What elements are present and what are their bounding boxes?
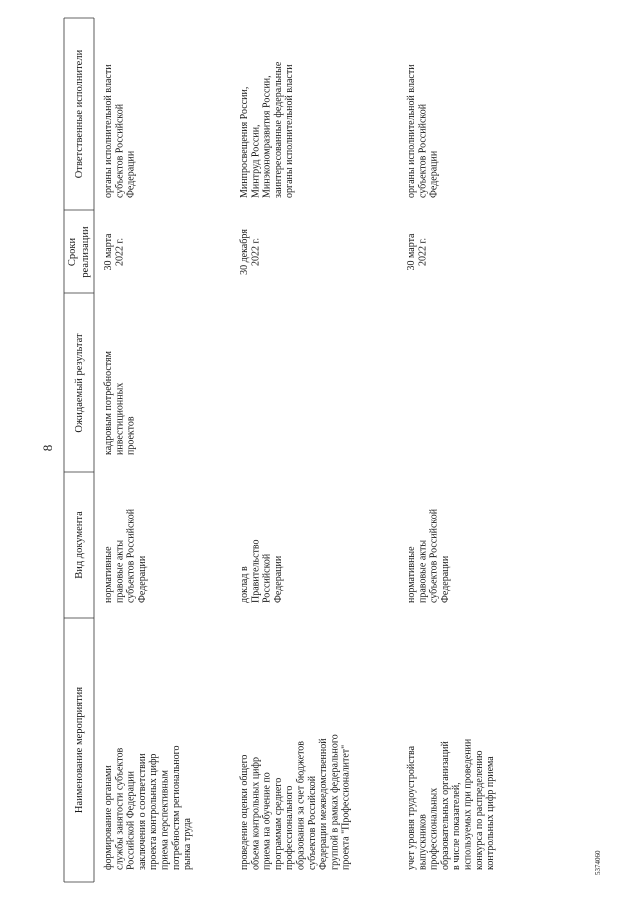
cell-name-line: Российской Федерации bbox=[125, 770, 137, 870]
cell-doc-type-line: Федерации bbox=[136, 555, 148, 603]
cell-doc-type-line: нормативные bbox=[406, 546, 417, 603]
cell-deadline-line: 2022 г. bbox=[417, 238, 429, 266]
cell-doc-type-line: правовые акты bbox=[114, 539, 126, 603]
cell-executors-line: органы исполнительной власти bbox=[406, 64, 417, 198]
cell-doc-type-line: Правительство bbox=[250, 539, 262, 603]
cell-name-line: выпускников bbox=[417, 814, 429, 870]
cell-executors-line: Минэкономразвития России, bbox=[261, 75, 273, 198]
cell-name-line: учет уровня трудоустройства bbox=[406, 745, 417, 870]
cell-executors-line: Федерации bbox=[428, 150, 440, 198]
header-deadline-line1: Сроки bbox=[67, 237, 78, 267]
cell-name-line: объема контрольных цифр bbox=[250, 756, 262, 870]
header-executors: Ответственные исполнители bbox=[74, 49, 85, 179]
cell-name-line: профессиональных bbox=[428, 787, 440, 870]
table-row bbox=[406, 64, 496, 870]
cell-doc-type-line: доклад в bbox=[239, 566, 250, 603]
cell-executors-line: Минтруд России, bbox=[250, 124, 262, 198]
cell-doc-type-line: Федерации bbox=[439, 555, 451, 603]
cell-name-line: конкурса по распределению bbox=[473, 750, 485, 870]
table-row bbox=[103, 64, 193, 870]
cell-executors-line: заинтересованные федеральные bbox=[272, 61, 284, 198]
cell-name-line: субъектов Российской bbox=[306, 775, 318, 870]
cell-deadline-line: 2022 г. bbox=[114, 238, 126, 266]
cell-name-line: заключения о соответствии bbox=[136, 753, 148, 870]
cell-name-line: проекта контрольных цифр bbox=[148, 753, 160, 870]
cell-name-line: формирование органами bbox=[103, 765, 114, 870]
cell-name-line: потребностям регионального bbox=[170, 745, 182, 870]
cell-name-line: контрольных цифр приема bbox=[485, 756, 497, 870]
cell-name-line: образовательных организаций bbox=[439, 741, 451, 870]
cell-name-line: службы занятости субъектов bbox=[114, 747, 126, 870]
cell-result-line: кадровым потребностям bbox=[103, 351, 114, 455]
page-number: 8 bbox=[40, 444, 55, 452]
table-row bbox=[239, 61, 352, 870]
cell-name-line: проведение оценки общего bbox=[239, 754, 250, 870]
cell-name-line: Федерации межведомственной bbox=[318, 738, 330, 870]
header-result: Ожидаемый результат bbox=[74, 333, 85, 433]
cell-executors-line: субъектов Российской bbox=[114, 103, 126, 198]
cell-name-line: рынка труда bbox=[182, 818, 194, 870]
cell-deadline-line: 30 марта bbox=[103, 233, 114, 271]
cell-executors-line: Федерации bbox=[125, 150, 137, 198]
cell-doc-type-line: нормативные bbox=[103, 546, 114, 603]
cell-doc-type-line: субъектов Российской bbox=[125, 508, 137, 603]
cell-name-line: группой в рамках федерального bbox=[329, 734, 341, 870]
cell-name-line: приема на обучение по bbox=[261, 772, 273, 870]
header-name: Наименование мероприятия bbox=[74, 686, 85, 814]
cell-result-line: проектов bbox=[125, 416, 137, 455]
cell-name-line: проекта "Профессионалитет" bbox=[340, 744, 352, 870]
cell-name-line: образования за счет бюджетов bbox=[295, 740, 307, 870]
table-header bbox=[67, 49, 91, 813]
cell-deadline-line: 30 декабря bbox=[239, 229, 250, 275]
cell-executors-line: органы исполнительной власти bbox=[103, 64, 114, 198]
document-id: 5374060 bbox=[594, 850, 602, 875]
cell-doc-type-line: субъектов Российской bbox=[428, 508, 440, 603]
cell-doc-type-line: правовые акты bbox=[417, 539, 429, 603]
cell-deadline-line: 2022 г. bbox=[250, 238, 262, 266]
cell-executors-line: субъектов Российской bbox=[417, 103, 429, 198]
cell-name-line: профессионального bbox=[284, 785, 296, 870]
cell-executors-line: органы исполнительной власти bbox=[284, 64, 296, 198]
cell-name-line: программам среднего bbox=[272, 777, 284, 870]
cell-result-line: инвестиционных bbox=[114, 382, 126, 455]
cell-name-line: приема перспективным bbox=[159, 770, 171, 870]
table-body bbox=[103, 61, 496, 870]
header-doc-type: Вид документа bbox=[74, 511, 85, 579]
cell-doc-type-line: Российской bbox=[261, 553, 273, 603]
cell-deadline-line: 30 марта bbox=[406, 233, 417, 271]
cell-executors-line: Минпросвещения России, bbox=[239, 86, 250, 198]
header-deadline-line2: реализации bbox=[80, 226, 91, 278]
cell-name-line: используемых при проведении bbox=[462, 738, 474, 870]
cell-name-line: в числе показателей, bbox=[451, 782, 463, 870]
cell-doc-type-line: Федерации bbox=[272, 555, 284, 603]
